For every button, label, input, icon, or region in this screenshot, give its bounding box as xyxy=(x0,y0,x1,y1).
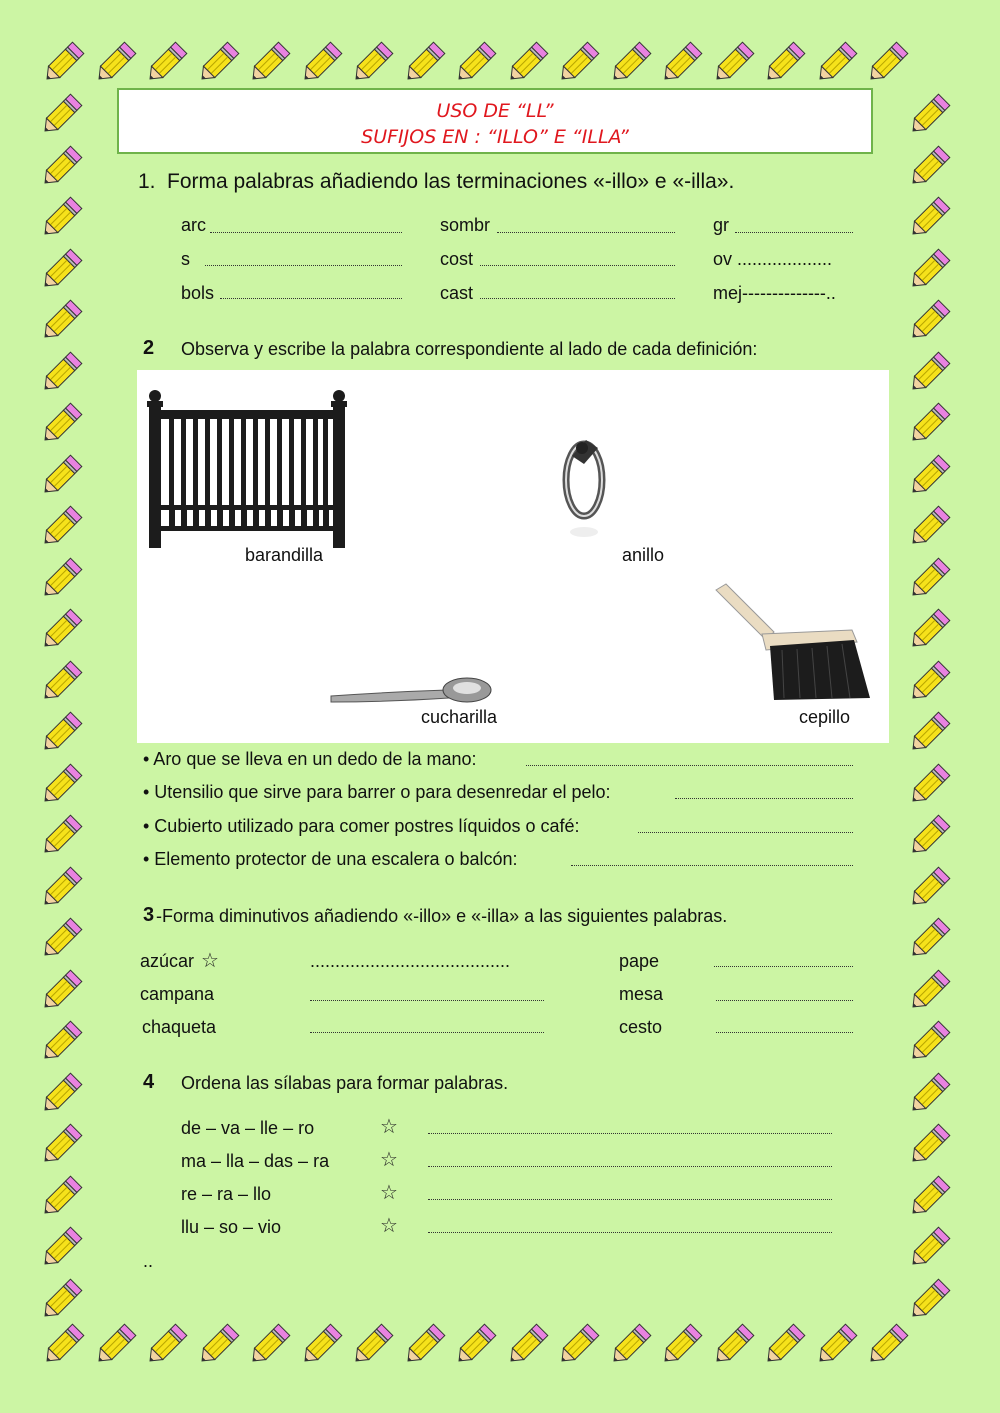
title-box xyxy=(117,88,873,154)
answer-line[interactable] xyxy=(210,232,402,233)
pencil-icon xyxy=(908,1277,952,1321)
word: mesa xyxy=(619,984,664,1004)
brush-image xyxy=(712,580,872,706)
pencil-icon xyxy=(197,1322,241,1366)
answer-line[interactable] xyxy=(428,1199,832,1200)
answer-line[interactable] xyxy=(716,1032,853,1033)
syllables: re – ra – llo xyxy=(181,1184,272,1204)
pencil-icon xyxy=(42,40,86,84)
pencil-icon xyxy=(94,40,138,84)
pencil-icon xyxy=(908,1122,952,1166)
answer-line[interactable] xyxy=(480,298,675,299)
word-stem: cost xyxy=(440,249,474,269)
word-stem: arc xyxy=(181,215,207,235)
pencil-icon xyxy=(40,247,84,291)
pencil-icon xyxy=(351,40,395,84)
answer-line[interactable] xyxy=(205,265,402,266)
image-panel xyxy=(137,370,889,743)
pencil-icon xyxy=(866,1322,910,1366)
word-stem: s xyxy=(181,249,190,269)
word: campana xyxy=(140,984,215,1004)
pencil-icon xyxy=(300,40,344,84)
section4-number: 4 xyxy=(143,1071,155,1093)
trailing-dots: .. xyxy=(143,1251,154,1271)
pencil-icon xyxy=(403,1322,447,1366)
label-cucharilla: cucharilla xyxy=(421,707,498,727)
answer-line[interactable] xyxy=(526,765,853,766)
pencil-icon xyxy=(815,1322,859,1366)
pencil-icon xyxy=(908,1225,952,1269)
syllables: de – va – lle – ro xyxy=(181,1118,315,1138)
syllables: ma – lla – das – ra xyxy=(181,1151,330,1171)
title-line-1: USO DE “LL” xyxy=(436,100,554,122)
pencil-icon xyxy=(454,1322,498,1366)
pencil-icon xyxy=(94,1322,138,1366)
section2-instruction: Observa y escribe la palabra correspondiente al lado de cada definición: xyxy=(181,339,758,359)
pencil-icon xyxy=(40,92,84,136)
pencil-icon xyxy=(609,1322,653,1366)
answer-line[interactable] xyxy=(675,798,853,799)
star-icon: ☆ xyxy=(201,950,219,972)
answer-dots[interactable]: ........................................ xyxy=(310,951,511,971)
pencil-icon xyxy=(908,195,952,239)
pencil-icon xyxy=(40,504,84,548)
pencil-icon xyxy=(609,40,653,84)
answer-line[interactable] xyxy=(310,1000,544,1001)
answer-line[interactable] xyxy=(480,265,675,266)
pencil-icon xyxy=(763,40,807,84)
pencil-icon xyxy=(712,1322,756,1366)
ring-image xyxy=(552,426,622,546)
answer-line[interactable] xyxy=(638,832,853,833)
pencil-icon xyxy=(40,144,84,188)
answer-line[interactable] xyxy=(571,865,853,866)
pencil-icon xyxy=(908,350,952,394)
pencil-icon xyxy=(40,1019,84,1063)
answer-line[interactable] xyxy=(428,1133,832,1134)
pencil-icon xyxy=(40,453,84,497)
answer-line[interactable] xyxy=(714,966,853,967)
pencil-icon xyxy=(908,710,952,754)
pencil-icon xyxy=(40,607,84,651)
label-cepillo: cepillo xyxy=(799,707,851,727)
pencil-icon xyxy=(712,40,756,84)
pencil-icon xyxy=(908,453,952,497)
pencil-icon xyxy=(351,1322,395,1366)
pencil-icon xyxy=(908,1071,952,1115)
definition-4: • Elemento protector de una escalera o balcón: xyxy=(143,849,518,869)
label-anillo: anillo xyxy=(622,545,665,565)
pencil-icon xyxy=(908,813,952,857)
pencil-icon xyxy=(908,865,952,909)
pencil-icon xyxy=(403,40,447,84)
star-icon: ☆ xyxy=(380,1116,398,1138)
pencil-icon xyxy=(300,1322,344,1366)
pencil-icon xyxy=(815,40,859,84)
pencil-icon xyxy=(40,401,84,445)
word-stem: mej--------------.. xyxy=(713,283,836,303)
star-icon: ☆ xyxy=(380,1182,398,1204)
pencil-icon xyxy=(40,298,84,342)
word: azúcar xyxy=(140,951,195,971)
pencil-icon xyxy=(40,659,84,703)
pencil-icon xyxy=(506,40,550,84)
answer-line[interactable] xyxy=(310,1032,544,1033)
pencil-icon xyxy=(557,1322,601,1366)
pencil-icon xyxy=(42,1322,86,1366)
pencil-icon xyxy=(40,710,84,754)
pencil-icon xyxy=(145,1322,189,1366)
word: cesto xyxy=(619,1017,663,1037)
section3-instruction: -Forma diminutivos añadiendo «-illo» e «-illa» a las siguientes palabras. xyxy=(156,906,728,926)
pencil-icon xyxy=(908,1174,952,1218)
pencil-icon xyxy=(908,298,952,342)
label-barandilla: barandilla xyxy=(245,545,324,565)
pencil-icon xyxy=(40,1174,84,1218)
pencil-icon xyxy=(248,1322,292,1366)
pencil-icon xyxy=(40,916,84,960)
pencil-icon xyxy=(660,40,704,84)
word: chaqueta xyxy=(142,1017,217,1037)
pencil-icon xyxy=(908,504,952,548)
answer-line[interactable] xyxy=(428,1166,832,1167)
word: pape xyxy=(619,951,660,971)
definition-1: • Aro que se lleva en un dedo de la mano: xyxy=(143,749,477,769)
pencil-icon xyxy=(908,916,952,960)
pencil-icon xyxy=(866,40,910,84)
pencil-icon xyxy=(197,40,241,84)
definition-2: • Utensilio que sirve para barrer o para desenredar el pelo: xyxy=(143,782,611,802)
word-stem: ov ................... xyxy=(713,249,833,269)
pencil-icon xyxy=(40,1277,84,1321)
pencil-icon xyxy=(40,1071,84,1115)
pencil-icon xyxy=(908,1019,952,1063)
section2-number: 2 xyxy=(143,337,155,359)
pencil-icon xyxy=(40,865,84,909)
answer-line[interactable] xyxy=(220,298,402,299)
railing-image xyxy=(145,386,351,550)
pencil-icon xyxy=(40,1225,84,1269)
pencil-icon xyxy=(40,556,84,600)
answer-line[interactable] xyxy=(497,232,675,233)
pencil-icon xyxy=(660,1322,704,1366)
pencil-icon xyxy=(908,762,952,806)
answer-line[interactable] xyxy=(428,1232,832,1233)
pencil-icon xyxy=(40,195,84,239)
definition-3: • Cubierto utilizado para comer postres líquidos o café: xyxy=(143,816,580,836)
title-line-2: SUFIJOS EN : “ILLO” E “ILLA” xyxy=(361,126,629,148)
section1-instruction: Forma palabras añadiendo las terminaciones «-illo» e «-illa». xyxy=(167,170,735,193)
word-stem: bols xyxy=(181,283,215,303)
word-stem: gr xyxy=(713,215,730,235)
answer-line[interactable] xyxy=(735,232,853,233)
pencil-icon xyxy=(454,40,498,84)
section1-number: 1. xyxy=(138,170,156,193)
pencil-icon xyxy=(248,40,292,84)
pencil-icon xyxy=(908,144,952,188)
pencil-icon xyxy=(40,350,84,394)
pencil-icon xyxy=(40,968,84,1012)
star-icon: ☆ xyxy=(380,1149,398,1171)
answer-line[interactable] xyxy=(716,1000,853,1001)
pencil-icon xyxy=(763,1322,807,1366)
word-stem: sombr xyxy=(440,215,491,235)
pencil-icon xyxy=(40,813,84,857)
star-icon: ☆ xyxy=(380,1215,398,1237)
pencil-icon xyxy=(908,659,952,703)
syllables: llu – so – vio xyxy=(181,1217,282,1237)
pencil-icon xyxy=(908,247,952,291)
word-stem: cast xyxy=(440,283,474,303)
pencil-icon xyxy=(145,40,189,84)
section3-number: 3 xyxy=(143,904,155,926)
pencil-icon xyxy=(908,968,952,1012)
pencil-icon xyxy=(506,1322,550,1366)
section4-instruction: Ordena las sílabas para formar palabras. xyxy=(181,1073,509,1093)
pencil-icon xyxy=(908,607,952,651)
pencil-icon xyxy=(557,40,601,84)
pencil-icon xyxy=(908,92,952,136)
pencil-icon xyxy=(40,762,84,806)
pencil-icon xyxy=(908,556,952,600)
pencil-icon xyxy=(40,1122,84,1166)
pencil-icon xyxy=(908,401,952,445)
